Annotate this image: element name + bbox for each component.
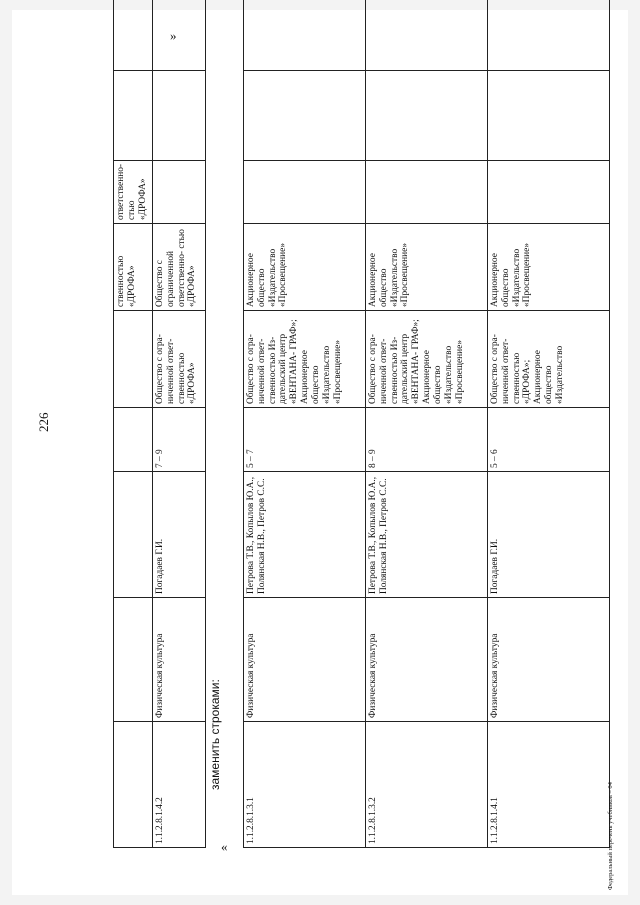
table-cell: Акционерное общество «Издательство «Просвещение» — [244, 224, 366, 311]
table-row — [244, 0, 366, 848]
opening-quote-mark: « — [221, 839, 228, 854]
table-row — [488, 0, 610, 848]
table-cell — [114, 311, 153, 408]
table-row — [366, 0, 488, 848]
top-table — [113, 0, 206, 848]
table-cell — [244, 0, 366, 71]
table-cell: 1.1.2.8.1.3.2 — [366, 722, 488, 848]
table-cell: Погадаев Г.И. — [153, 472, 206, 598]
table-cell: Физическая культура — [488, 598, 610, 722]
table-cell — [114, 0, 153, 71]
table-cell — [244, 71, 366, 161]
page-number: 226 — [36, 412, 51, 432]
table-cell — [488, 0, 610, 71]
table-cell — [114, 71, 153, 161]
table-cell: Акционерное общество «Издательство «Просвещение» — [366, 224, 488, 311]
bottom-table — [243, 0, 610, 848]
table-cell: Погадаев Г.И. — [488, 472, 610, 598]
table-cell: Общество с огра- ниченной ответ- ственностью Из- дательский центр «ВЕНТАНА- ГРАФ»; Акционерное общество «Издательство «Просвещение» — [244, 311, 366, 408]
table-cell: 1.1.2.8.1.3.1 — [244, 722, 366, 848]
table-cell: 7 – 9 — [153, 408, 206, 472]
table-cell — [153, 161, 206, 224]
table-row — [114, 0, 153, 848]
table-cell — [114, 722, 153, 848]
table-cell: ственностью «ДРОФА» — [114, 224, 153, 311]
replace-with-rows-caption: заменить строками: — [208, 679, 222, 790]
bottom-table-container — [243, 30, 610, 848]
top-table-container — [113, 30, 206, 848]
footer-text: Федеральный перечень учебников – 04 — [607, 782, 614, 890]
table-cell — [366, 71, 488, 161]
table-cell: 5 – 6 — [488, 408, 610, 472]
table-cell: Общество с огра- ниченной ответ- ственностью Из- дательский центр «ВЕНТАНА- ГРАФ»; Акционерное общество «Издательство «Просвещение» — [366, 311, 488, 408]
table-row — [153, 0, 206, 848]
table-cell: Петрова Т.В., Копылов Ю.А., Полянская Н.В., Петров С.С. — [244, 472, 366, 598]
table-cell: Общество с ограниченной ответственно- стью «ДРОФА» — [153, 224, 206, 311]
table-cell: Петрова Т.В., Копылов Ю.А., Полянская Н.В., Петров С.С. — [366, 472, 488, 598]
table-cell: Физическая культура — [153, 598, 206, 722]
table-cell: Общество с огра- ниченной ответ- ственностью «ДРОФА»; Акционерное общество «Издательство — [488, 311, 610, 408]
table-cell: 1.1.2.8.1.4.1 — [488, 722, 610, 848]
table-cell: Физическая культура — [244, 598, 366, 722]
table-cell — [114, 598, 153, 722]
table-cell — [114, 408, 153, 472]
table-cell: 8 – 9 — [366, 408, 488, 472]
table-cell: 5 – 7 — [244, 408, 366, 472]
table-cell: Физическая культура — [366, 598, 488, 722]
table-cell: Общество с огра- ниченной ответ- ственностью «ДРОФА» — [153, 311, 206, 408]
table-cell — [488, 71, 610, 161]
table-cell: Акционерное общество «Издательство «Просвещение» — [488, 224, 610, 311]
table-cell — [488, 161, 610, 224]
table-cell — [366, 161, 488, 224]
table-cell: 1.1.2.8.1.4.2 — [153, 722, 206, 848]
table-cell: ответственно- стью «ДРОФА» — [114, 161, 153, 224]
table-cell — [153, 71, 206, 161]
table-cell — [153, 0, 206, 71]
closing-quote-mark: » — [170, 28, 177, 43]
table-cell — [114, 472, 153, 598]
table-cell — [366, 0, 488, 71]
table-cell — [244, 161, 366, 224]
